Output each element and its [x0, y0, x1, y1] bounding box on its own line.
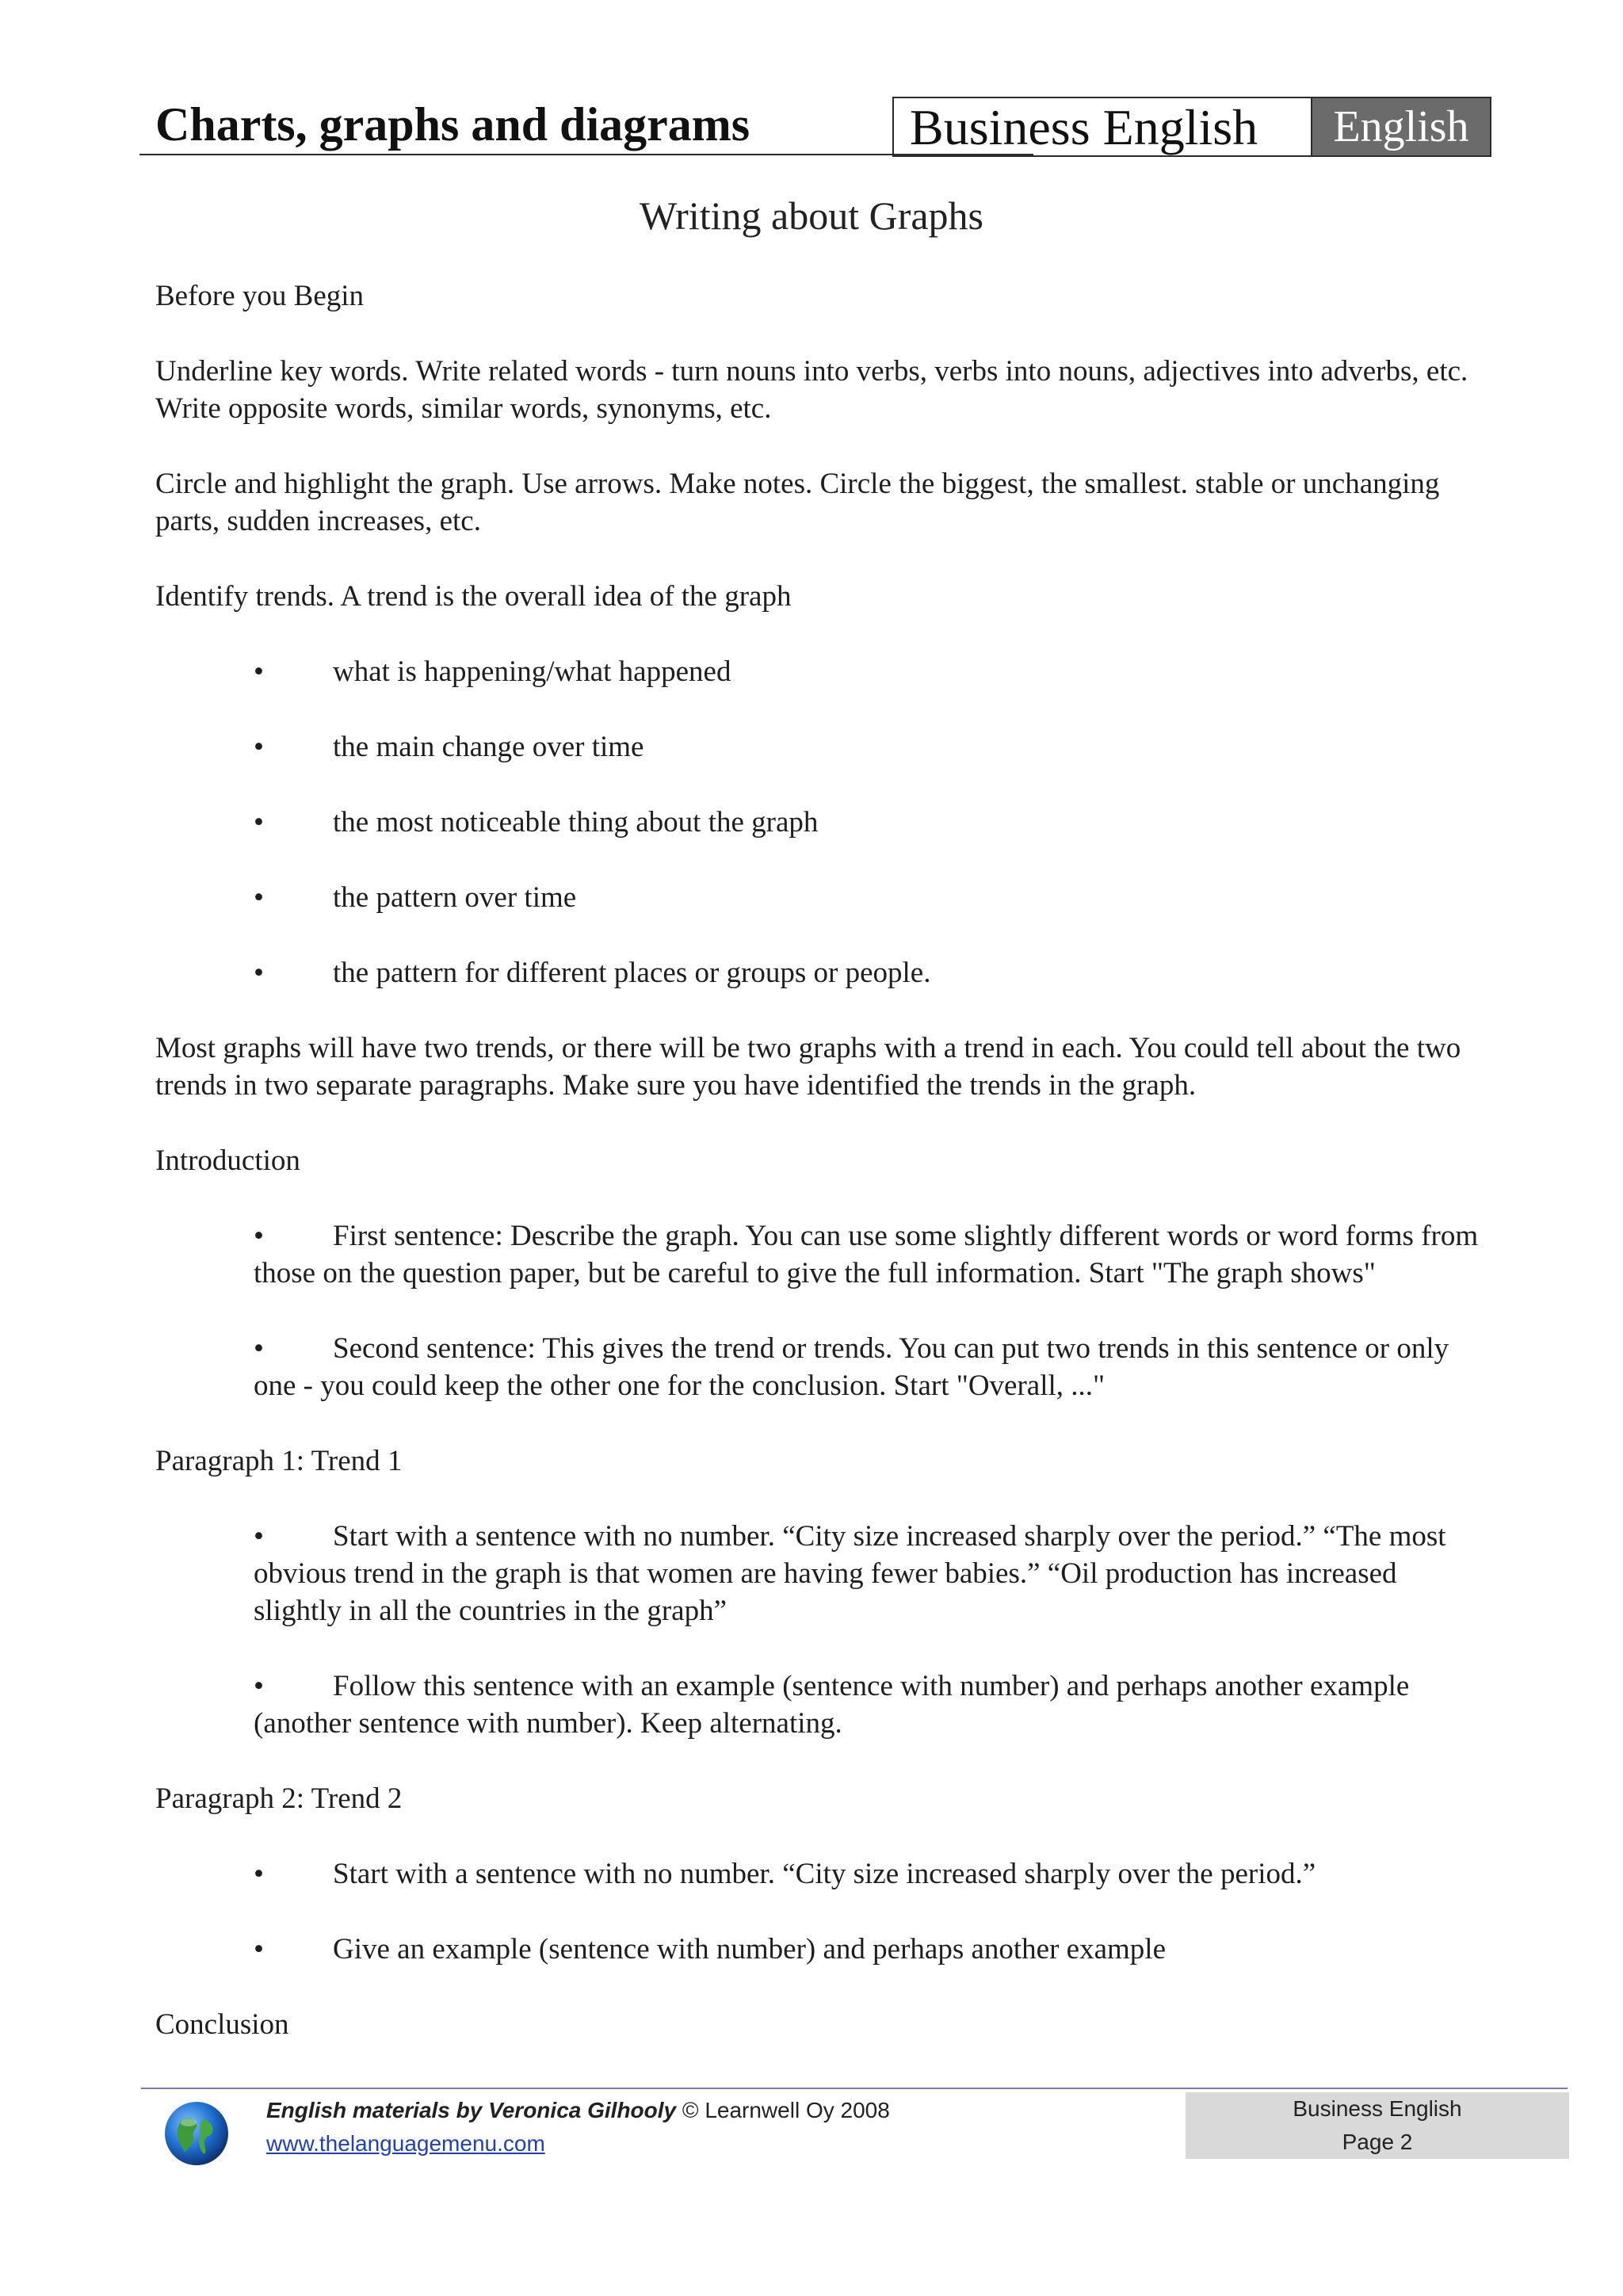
footer-copyright: © Learnwell Oy 2008	[682, 2098, 890, 2122]
page-header	[139, 97, 1490, 155]
list-item-text: Start with a sentence with no number. “City size increased sharply over the period.”	[333, 1858, 1316, 1890]
list-item	[254, 1217, 1487, 1292]
globe-icon	[163, 2100, 230, 2167]
list-item	[254, 653, 1487, 690]
footer-credit	[266, 2094, 890, 2160]
bullet-icon: •	[254, 1332, 264, 1365]
header-box	[892, 97, 1491, 157]
list-item	[254, 879, 1487, 916]
header-box-text: Business English	[910, 99, 1258, 155]
list-item-text: the pattern for different places or groups or people.	[333, 957, 931, 989]
page-number: Page 2	[1342, 2130, 1413, 2154]
list-item-text: Start with a sentence with no number. “City size increased sharply over the period.” “The most obvious trend in the graph is that women are having fewer babies.” “Oil production has increased slightly in all the countries in the graph”	[254, 1520, 1446, 1627]
list-item-text: the most noticeable thing about the graph	[333, 806, 819, 839]
footer-box-title: Business English	[1293, 2096, 1462, 2121]
bullet-icon: •	[254, 806, 264, 839]
section-heading-conclusion: Conclusion	[155, 2008, 289, 2041]
list-item	[254, 728, 1487, 766]
list-item-text: Give an example (sentence with number) and perhaps another example	[333, 1933, 1166, 1966]
list-item-text: Follow this sentence with an example (sentence with number) and perhaps another example (another sentence with number). Keep alternating.	[254, 1670, 1410, 1740]
paragraph-two-trends: Most graphs will have two trends, or there will be two graphs with a trend in each. You could tell about the two trends in two separate paragraphs. Make sure you have identified the trends in the graph.	[155, 1032, 1461, 1102]
page-title: Writing about Graphs	[639, 193, 983, 238]
list-item	[254, 1330, 1487, 1404]
header-title: Charts, graphs and diagrams	[155, 98, 750, 151]
paragraph-highlight-graph: Circle and highlight the graph. Use arrows. Make notes. Circle the biggest, the smallest. stable or unchanging parts, sudden increases, etc.	[155, 468, 1440, 537]
document-body	[155, 277, 1487, 2043]
bullet-icon: •	[254, 1220, 264, 1252]
bullet-icon: •	[254, 1933, 264, 1966]
bullet-icon: •	[254, 655, 264, 688]
list-item-text: what is happening/what happened	[333, 655, 731, 688]
bullet-icon: •	[254, 731, 264, 763]
section-heading-introduction: Introduction	[155, 1144, 300, 1177]
section-heading-paragraph-2: Paragraph 2: Trend 2	[155, 1782, 403, 1815]
bullet-icon: •	[254, 957, 264, 989]
list-item-text: Second sentence: This gives the trend or trends. You can put two trends in this sentence or only one - you could keep the other one for the conclusion. Start "Overall, ..."	[254, 1332, 1449, 1402]
section-heading-paragraph-1: Paragraph 1: Trend 1	[155, 1445, 403, 1477]
bullet-icon: •	[254, 1858, 264, 1890]
list-item-text: First sentence: Describe the graph. You can use some slightly different words or word forms from those on the question paper, but be careful to give the full information. Start "The graph shows"	[254, 1220, 1479, 1289]
footer-author: English materials by Veronica Gilhooly	[266, 2098, 677, 2122]
section-heading-before: Before you Begin	[155, 280, 365, 312]
list-item	[254, 1668, 1487, 1742]
paragraph-identify-trends: Identify trends. A trend is the overall idea of the graph	[155, 580, 792, 613]
footer-rule	[141, 2088, 1568, 2089]
list-item-text: the pattern over time	[333, 881, 577, 914]
bullet-icon: •	[254, 1520, 264, 1553]
footer-page-box	[1186, 2092, 1569, 2159]
paragraph-key-words: Underline key words. Write related words - turn nouns into verbs, verbs into nouns, adjectives into adverbs, etc. Write opposite words, similar words, synonyms, etc.	[155, 355, 1468, 425]
list-item	[254, 1855, 1487, 1893]
list-item	[254, 954, 1487, 991]
list-item	[254, 804, 1487, 841]
list-item	[254, 1518, 1487, 1629]
footer-website-link[interactable]: www.thelanguagemenu.com	[266, 2131, 545, 2156]
list-item-text: the main change over time	[333, 731, 644, 763]
bullet-icon: •	[254, 1670, 264, 1702]
list-item	[254, 1931, 1487, 1968]
bullet-icon: •	[254, 881, 264, 914]
header-badge: English	[1311, 98, 1490, 155]
